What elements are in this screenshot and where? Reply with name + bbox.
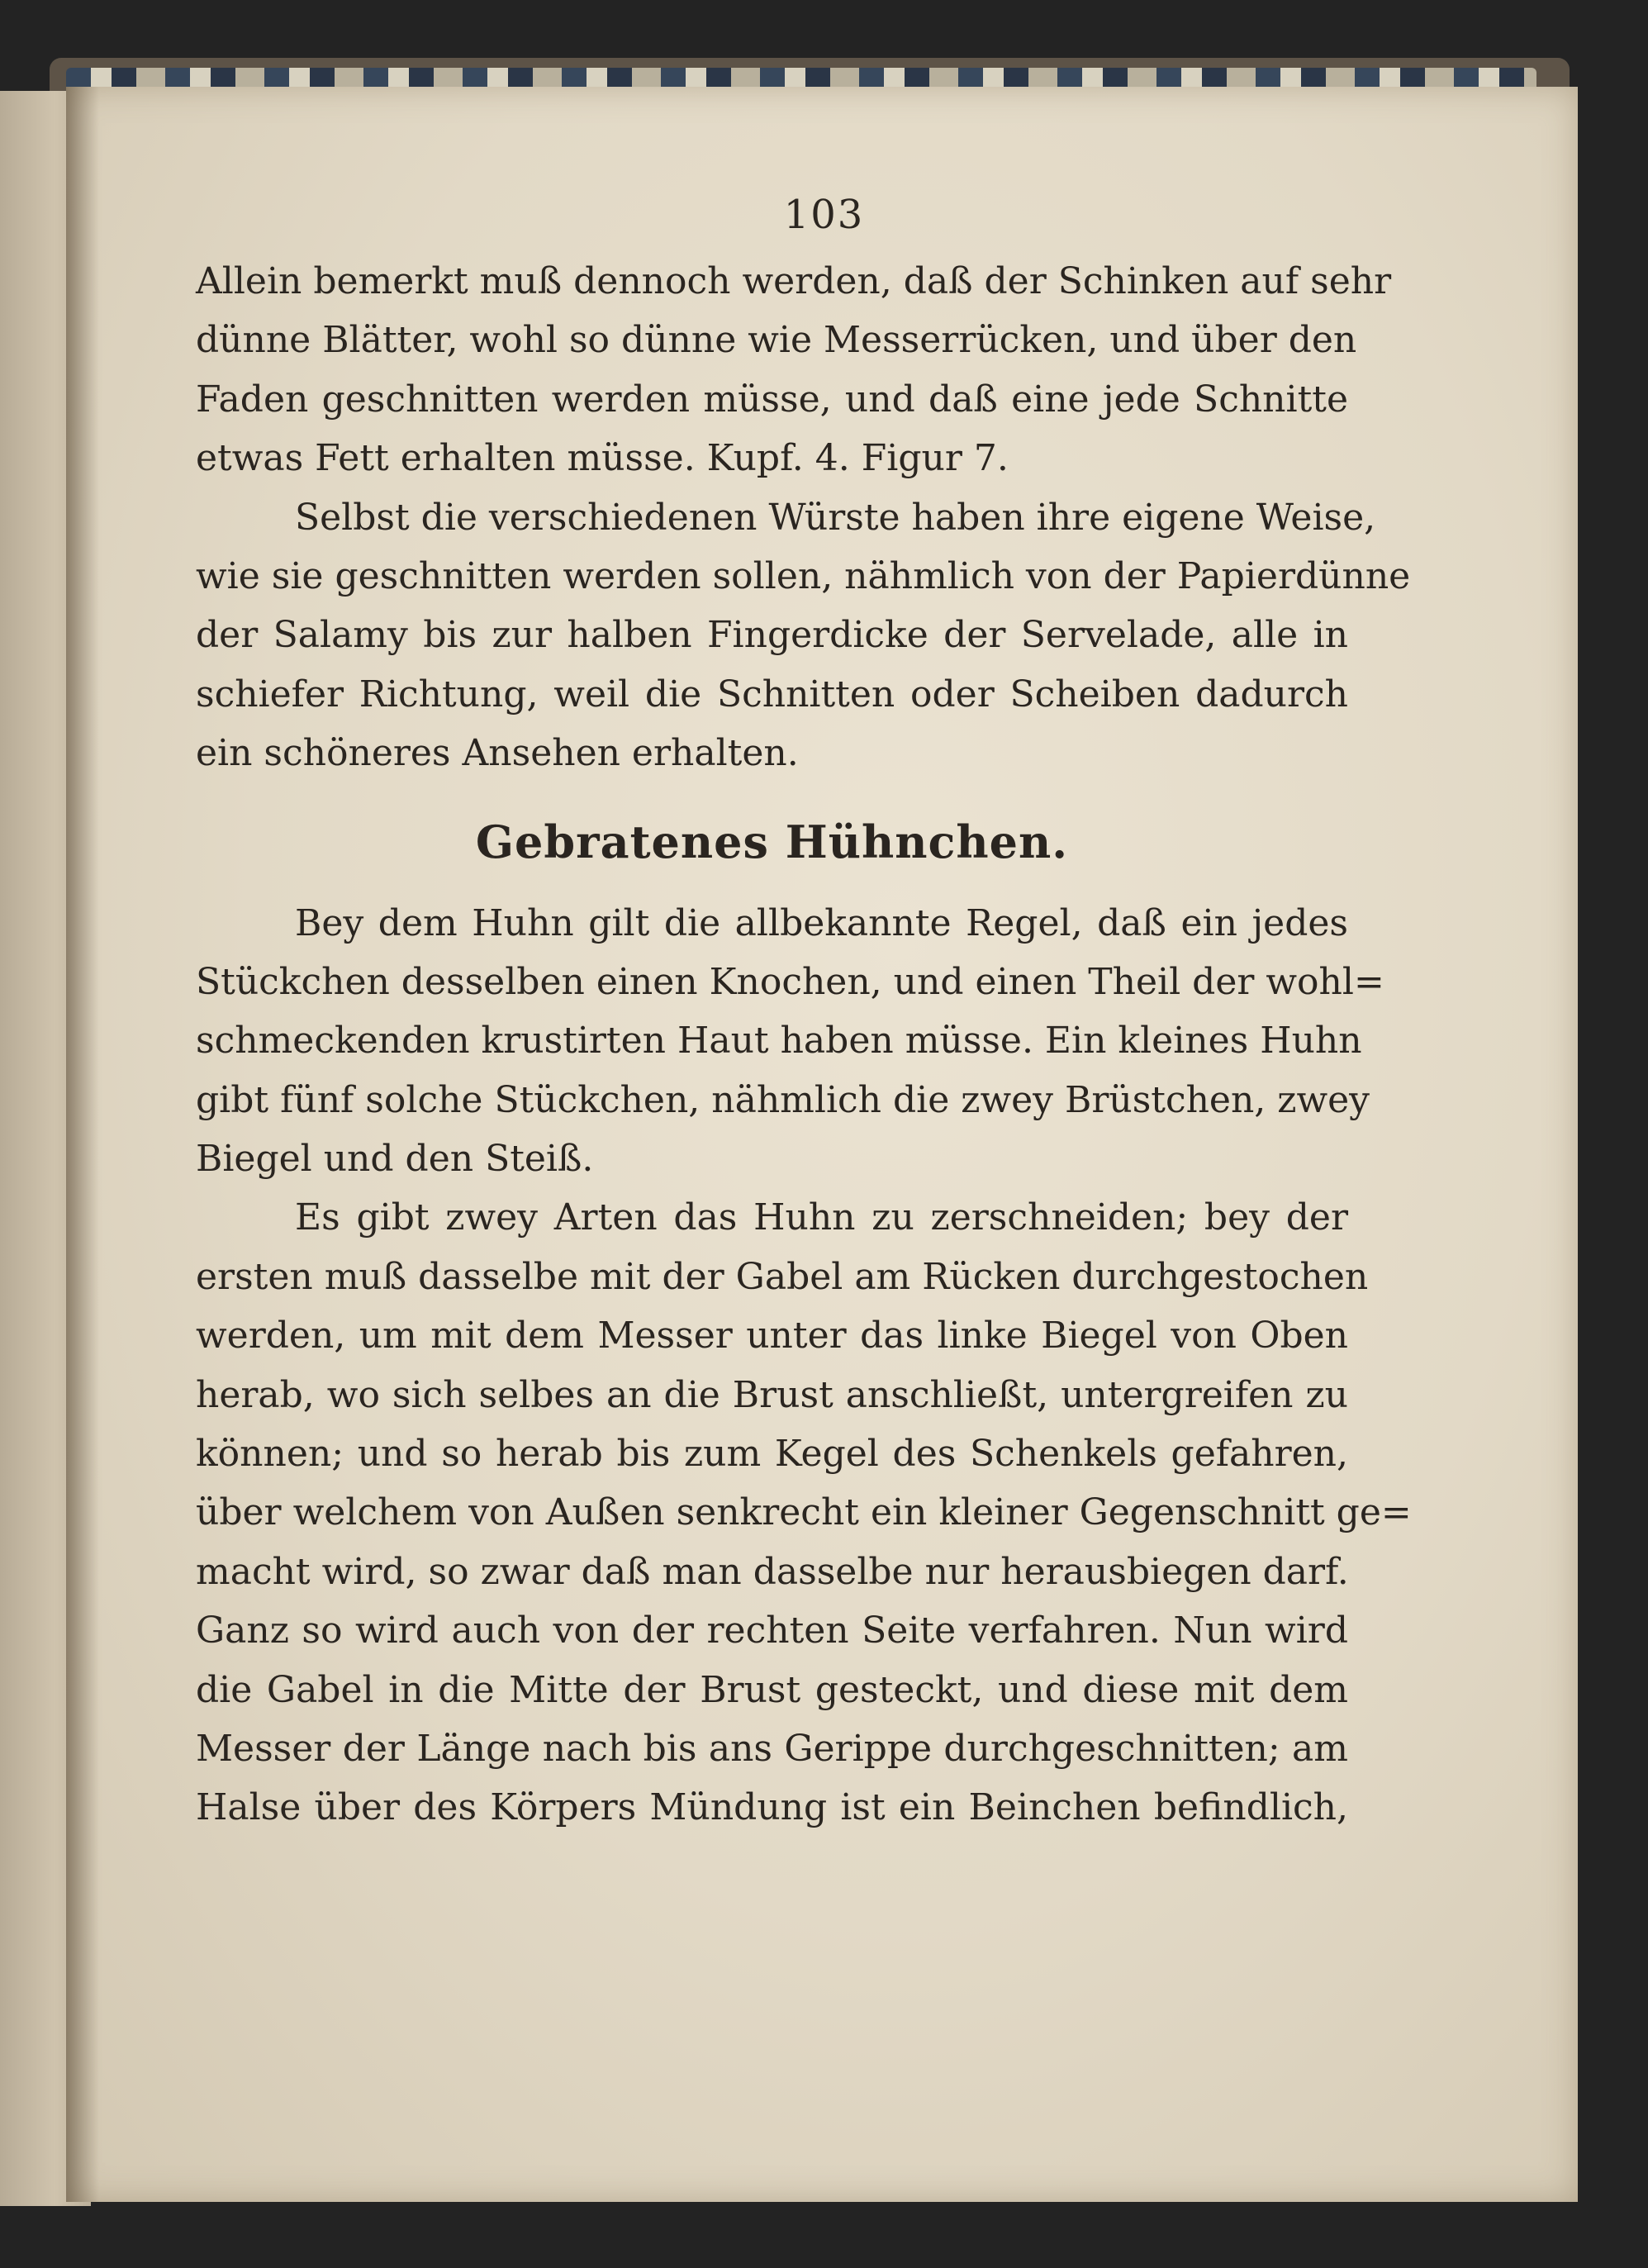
text-line: Halse über des Körpers Mündung ist ein Beinchen befindlich, xyxy=(196,1786,1348,1829)
text-line: der Salamy bis zur halben Fingerdicke der Servelade, alle in xyxy=(196,614,1348,657)
text-line: ersten muß dasselbe mit der Gabel am Rücken durchgestochen xyxy=(196,1255,1369,1298)
text-line: Allein bemerkt muß dennoch werden, daß der Schinken auf sehr xyxy=(196,260,1392,302)
paragraph-3 xyxy=(196,894,1384,1189)
text-line: können; und so herab bis zum Kegel des Schenkels gefahren, xyxy=(196,1433,1348,1476)
page-text xyxy=(196,252,1412,1838)
text-line: etwas Fett erhalten müsse. Kupf. 4. Figur 7. xyxy=(196,437,1009,480)
text-line: Faden geschnitten werden müsse, und daß eine jede Schnitte xyxy=(196,378,1348,421)
paragraph-4 xyxy=(196,1188,1412,1837)
text-line: Stückchen desselben einen Knochen, und einen Theil der wohl= xyxy=(196,960,1384,1003)
text-line: Ganz so wird auch von der rechten Seite verfahren. Nun wird xyxy=(196,1609,1348,1652)
paragraph-2 xyxy=(196,488,1411,783)
text-line: die Gabel in die Mitte der Brust gesteckt, und diese mit dem xyxy=(196,1668,1348,1711)
page-gutter-shadow xyxy=(66,87,99,2202)
text-line: Bey dem Huhn gilt die allbekannte Regel, daß ein jedes xyxy=(295,901,1348,944)
text-line: über welchem von Außen senkrecht ein kleiner Gegenschnitt ge= xyxy=(196,1491,1412,1534)
text-line: wie sie geschnitten werden sollen, nähmlich von der Papierdünne xyxy=(196,554,1411,597)
text-line: Biegel und den Steiß. xyxy=(196,1138,594,1181)
text-line: dünne Blätter, wohl so dünne wie Messerrücken, und über den xyxy=(196,319,1357,362)
text-line: Es gibt zwey Arten das Huhn zu zerschneiden; bey der xyxy=(295,1196,1348,1239)
text-line: macht wird, so zwar daß man dasselbe nur herausbiegen darf. xyxy=(196,1550,1349,1593)
page-number: 103 xyxy=(783,192,865,238)
text-line: herab, wo sich selbes an die Brust anschließt, untergreifen zu xyxy=(196,1373,1348,1416)
text-line: schmeckenden krustirten Haut haben müsse. Ein kleines Huhn xyxy=(196,1020,1362,1063)
text-line: Selbst die verschiedenen Würste haben ihre eigene Weise, xyxy=(295,496,1376,539)
text-line: ein schöneres Ansehen erhalten. xyxy=(196,732,799,775)
text-line: werden, um mit dem Messer unter das linke Biegel von Oben xyxy=(196,1315,1348,1357)
text-line: Messer der Länge nach bis ans Gerippe durchgeschnitten; am xyxy=(196,1727,1348,1770)
section-heading: Gebratenes Hühnchen. xyxy=(475,815,1069,868)
text-line: gibt fünf solche Stückchen, nähmlich die zwey Brüstchen, zwey xyxy=(196,1078,1370,1121)
text-line: schiefer Richtung, weil die Schnitten oder Scheiben dadurch xyxy=(196,673,1348,716)
paragraph-1 xyxy=(196,252,1392,488)
